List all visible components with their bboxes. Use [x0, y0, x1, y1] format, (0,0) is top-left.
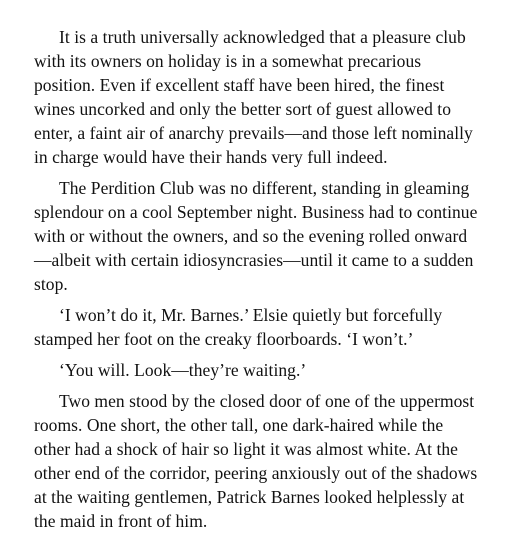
text-line: It is a truth universally acknowledged that a pleasure club: [59, 27, 466, 47]
text-line: wines uncorked and only the better sort of guest allowed to: [34, 99, 452, 119]
text-line: position. Even if excellent staff have been hired, the finest: [34, 75, 445, 95]
text-line: splendour on a cool September night. Business had to continue: [34, 202, 478, 222]
text-line: Two men stood by the closed door of one of the uppermost: [59, 391, 475, 411]
text-line: the maid in front of him.: [34, 511, 208, 531]
text-line: rooms. One short, the other tall, one dark-haired while the: [34, 415, 444, 435]
text-line: stop.: [34, 274, 68, 294]
text-line: ‘You will. Look—they’re waiting.’: [59, 360, 307, 380]
text-line: in charge would have their hands very full indeed.: [34, 147, 388, 167]
text-line: The Perdition Club was no different, standing in gleaming: [59, 178, 470, 198]
text-line: stamped her foot on the creaky floorboards. ‘I won’t.’: [34, 329, 414, 349]
text-line: enter, a faint air of anarchy prevails—and those left nominally: [34, 123, 473, 143]
text-line: with its owners on holiday is in a somewhat precarious: [34, 51, 422, 71]
text-line: ‘I won’t do it, Mr. Barnes.’ Elsie quietly but forcefully: [59, 305, 443, 325]
text-line: at the waiting gentlemen, Patrick Barnes looked helplessly at: [34, 487, 465, 507]
text-line: with or without the owners, and so the evening rolled onward: [34, 226, 468, 246]
text-line: other end of the corridor, peering anxiously out of the shadows: [34, 463, 478, 483]
text-line: other had a shock of hair so light it was almost white. At the: [34, 439, 458, 459]
text-line: —albeit with certain idiosyncrasies—until it came to a sudden: [34, 250, 474, 270]
